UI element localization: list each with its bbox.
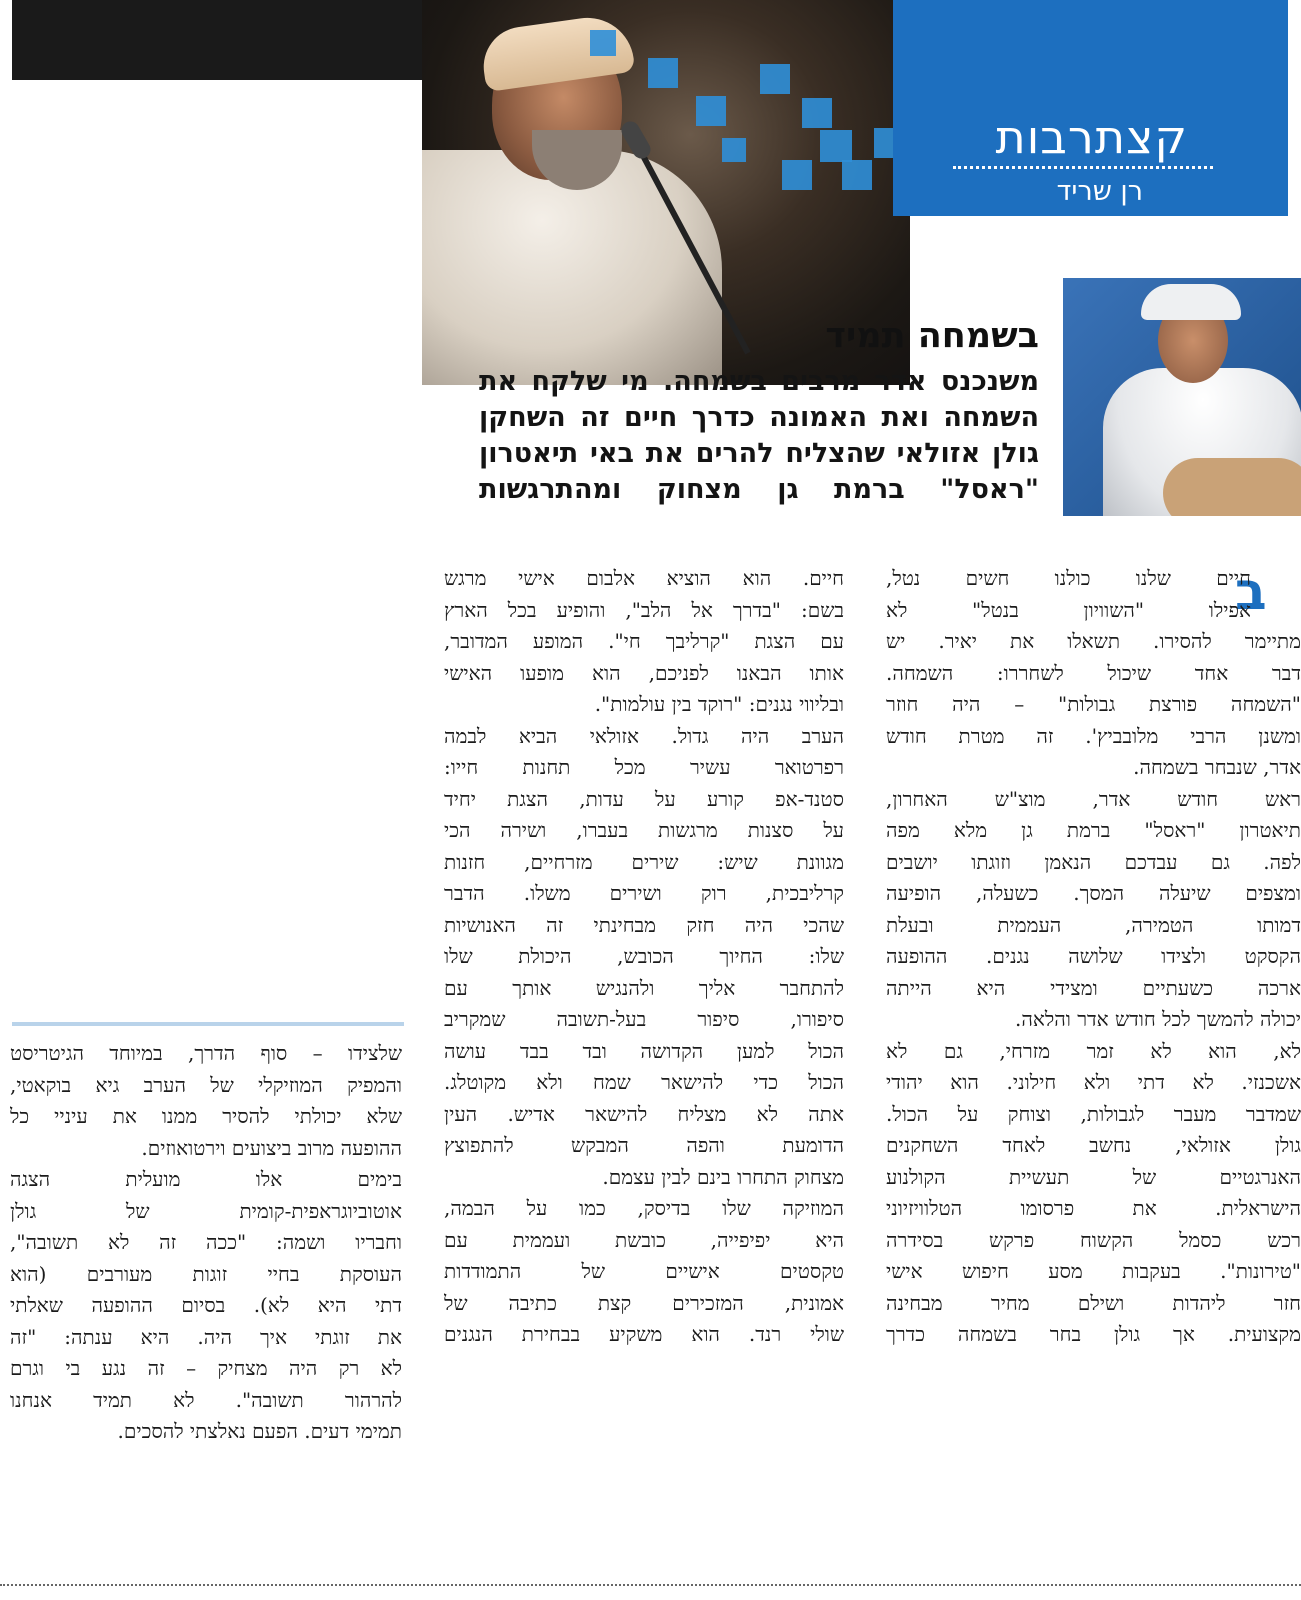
text-line: "טירונות". בעקבות מסע חיפוש אישי — [886, 1259, 1301, 1283]
pixel-square — [696, 96, 726, 126]
text-line: חיים שלנו כולנו חשים נטל, — [886, 566, 1251, 590]
pixel-square — [842, 160, 872, 190]
text-line: ומשנן הרבי מלובביץ'. זה מטרת חודש — [886, 723, 1301, 748]
body-column-middle — [444, 563, 844, 1351]
text-line: את זוגתי איך היה. היא ענתה: "זה — [10, 1324, 402, 1349]
text-line: ובליווי נגנים: "רוקד בין עולמות". — [594, 692, 844, 716]
text-line: גולן אזולאי, נחשב לאחד השחקנים — [886, 1133, 1301, 1157]
article-headline: בשמחה תמיד — [825, 316, 1039, 356]
text-line: תמימי דעים. הפעם נאלצתי להסכים. — [117, 1419, 402, 1443]
text-line: לפה. גם עבדכם הנאמן וזוגתו יושבים — [886, 849, 1301, 874]
photo-cap — [1141, 284, 1241, 320]
section-header-box — [893, 0, 1288, 216]
text-line: שלו: החיוך הכובש, היכולת שלו — [444, 944, 844, 968]
text-line: שהכי היה חזק מבחינתי זה האנושיות — [444, 912, 844, 937]
pixel-square — [722, 138, 746, 162]
text-line: והמפיק המוזיקלי של הערב גיא בוקאטי, — [10, 1072, 402, 1097]
text-line: שולי רנד. הוא משקיע בבחירת הנגנים — [444, 1322, 844, 1346]
text-line: הדומעת והפה המבקש להתפוצץ — [444, 1133, 844, 1157]
text-line: מתיימר להסירו. תשאלו את יאיר. יש — [886, 629, 1301, 653]
text-line: העוסקת בחיי זוגות מעורבים (הוא — [10, 1261, 402, 1286]
text-line: דתי היא לא). בסיום ההופעה שאלתי — [10, 1293, 402, 1317]
text-line: הישראלית. את פרסומו הטלוויזיוני — [886, 1196, 1301, 1220]
pixel-square — [590, 30, 616, 56]
text-line: רפרטואר עשיר מכל תחנות חייו: — [444, 755, 844, 779]
photo-guitar — [1163, 458, 1301, 516]
text-line: להתחבר אליך ולהנגיש אותך עם — [444, 975, 844, 1000]
text-line: בשם: "בדרך אל הלב", והופיע בכל הארץ — [444, 597, 844, 622]
top-black-bar — [12, 0, 424, 80]
text-line: אותו הבאנו לפניכם, הוא מופעו האישי — [444, 660, 844, 685]
text-line: ראש חודש אדר, מוצ"ש האחרון, — [886, 786, 1301, 811]
text-line: מצחוק התחרו בינם לבין עצמם. — [602, 1164, 844, 1189]
text-line: ההופעה מרוב ביצועים וירטואוזים. — [141, 1135, 402, 1160]
text-line: דמותו הטמירה, העממית ובעלת — [886, 912, 1301, 937]
text-line: הערב היה גדול. אזולאי הביא לבמה — [444, 723, 844, 748]
column-top-rule — [12, 1022, 404, 1026]
body-column-right — [886, 563, 1301, 1351]
text-line: תיאטרון "ראסל" ברמת גן מלא מפה — [886, 818, 1301, 842]
text-line: טקסטים אישיים של התמודדות — [444, 1259, 844, 1283]
text-line: המוזיקה שלו בדיסק, כמו על הבמה, — [444, 1196, 844, 1220]
text-line: הקסקט ולצידו שלושה נגנים. ההופעה — [886, 944, 1301, 968]
text-line: יכולה להמשך לכל חודש אדר והלאה. — [1015, 1007, 1301, 1031]
lead-line: השמחה ואת האמונה כדרך חיים זה השחקן — [479, 402, 1039, 433]
text-line: מגוונת שיש: שירים מזרחיים, חזנות — [444, 849, 844, 874]
text-line: ומצפים שיעלה המסך. כשעלה, הופיעה — [886, 881, 1301, 905]
pixel-square — [802, 98, 832, 128]
text-line: הכול כדי להישאר שמח ולא מקוטלג. — [444, 1070, 844, 1094]
text-line: בימים אלו מועלית הצגה — [10, 1167, 402, 1191]
lead-line: גולן אזולאי שהצליח להרים את באי תיאטרון — [479, 438, 1039, 469]
text-line: ארכה כשעתיים ומצידי היא הייתה — [886, 975, 1301, 1000]
body-column-left — [10, 1038, 402, 1448]
pixel-square — [648, 58, 678, 88]
text-line: מקצועית. אך גולן בחר בשמחה כדרך — [886, 1322, 1301, 1346]
text-line: אמונית, המזכירים קצת כתיבה של — [444, 1290, 844, 1315]
text-line: חזר ליהדות ושילם מחיר מבחינה — [886, 1290, 1301, 1315]
pixel-square — [782, 160, 812, 190]
text-line: שמדבר מעבר לגבולות, וצוחק על הכול. — [886, 1101, 1301, 1126]
text-line: אתה לא מצליח להישאר אדיש. העין — [444, 1101, 844, 1126]
text-line: קרליבכית, רוק ושירים משלו. הדבר — [444, 881, 844, 905]
text-line: חיים. הוא הוציא אלבום אישי מרגש — [444, 566, 844, 590]
text-line: לא רק היה מצחיק – זה נגע בי וגרם — [10, 1356, 402, 1380]
text-line: על סצנות מרגשות בעברו, ושירה הכי — [444, 818, 844, 842]
section-divider — [953, 166, 1213, 169]
text-line: סטנד-אפ קורע על עדות, הצגת יחיד — [444, 786, 844, 811]
article-lead — [479, 364, 1039, 508]
text-line: וחבריו ושמה: "ככה זה לא תשובה", — [10, 1230, 402, 1254]
text-line: היא יפיפייה, כובשת ועממית עם — [444, 1227, 844, 1252]
pixel-square — [820, 130, 852, 162]
text-line: סיפורו, סיפור בעל-תשובה שמקריב — [444, 1007, 844, 1031]
lead-line: משנכנס אדר מרבים בשמחה. מי שלקח את — [479, 366, 1039, 397]
text-line: שלצידו – סוף הדרך, במיוחד הגיטריסט — [10, 1041, 402, 1065]
lead-line: "ראסל" ברמת גן מצחוק ומהתרגשות — [479, 474, 1039, 505]
text-line: רכש כסמל הקשוח פרקש בסידרה — [886, 1227, 1301, 1252]
page-bottom-rule — [0, 1584, 1301, 1586]
text-line: אשכנזי. לא דתי ולא חילוני. הוא יהודי — [886, 1070, 1301, 1094]
drop-cap: ב — [1235, 562, 1267, 622]
text-line: שלא יכולתי להסיר ממנו את עיניי כל — [10, 1104, 402, 1128]
text-line: להרהור תשובה". לא תמיד אנחנו — [10, 1387, 402, 1412]
text-line: דבר אחד שיכול לשחררו: השמחה. — [886, 660, 1301, 685]
text-line: אדר, שנבחר בשמחה. — [1133, 755, 1301, 779]
pixel-square — [760, 64, 790, 94]
text-line: אפילו "השוויון בנטל" לא — [886, 597, 1251, 622]
text-line: "השמחה פורצת גבולות" – היה חוזר — [886, 692, 1301, 716]
text-line: הכול למען הקדושה ובד בבד עושה — [444, 1038, 844, 1063]
text-line: אוטוביוגראפית-קומית של גולן — [10, 1198, 402, 1223]
guitarist-photo — [1063, 278, 1301, 516]
text-line: עם הצגת "קרליבך חי". המופע המדובר, — [444, 629, 844, 653]
author-name: רן שריד — [1056, 176, 1143, 207]
section-title: קצתרבות — [995, 110, 1188, 164]
text-line: האנרגטיים של תעשיית הקולנוע — [886, 1164, 1301, 1189]
text-line: לא, הוא לא זמר מזרחי, גם לא — [886, 1038, 1301, 1063]
